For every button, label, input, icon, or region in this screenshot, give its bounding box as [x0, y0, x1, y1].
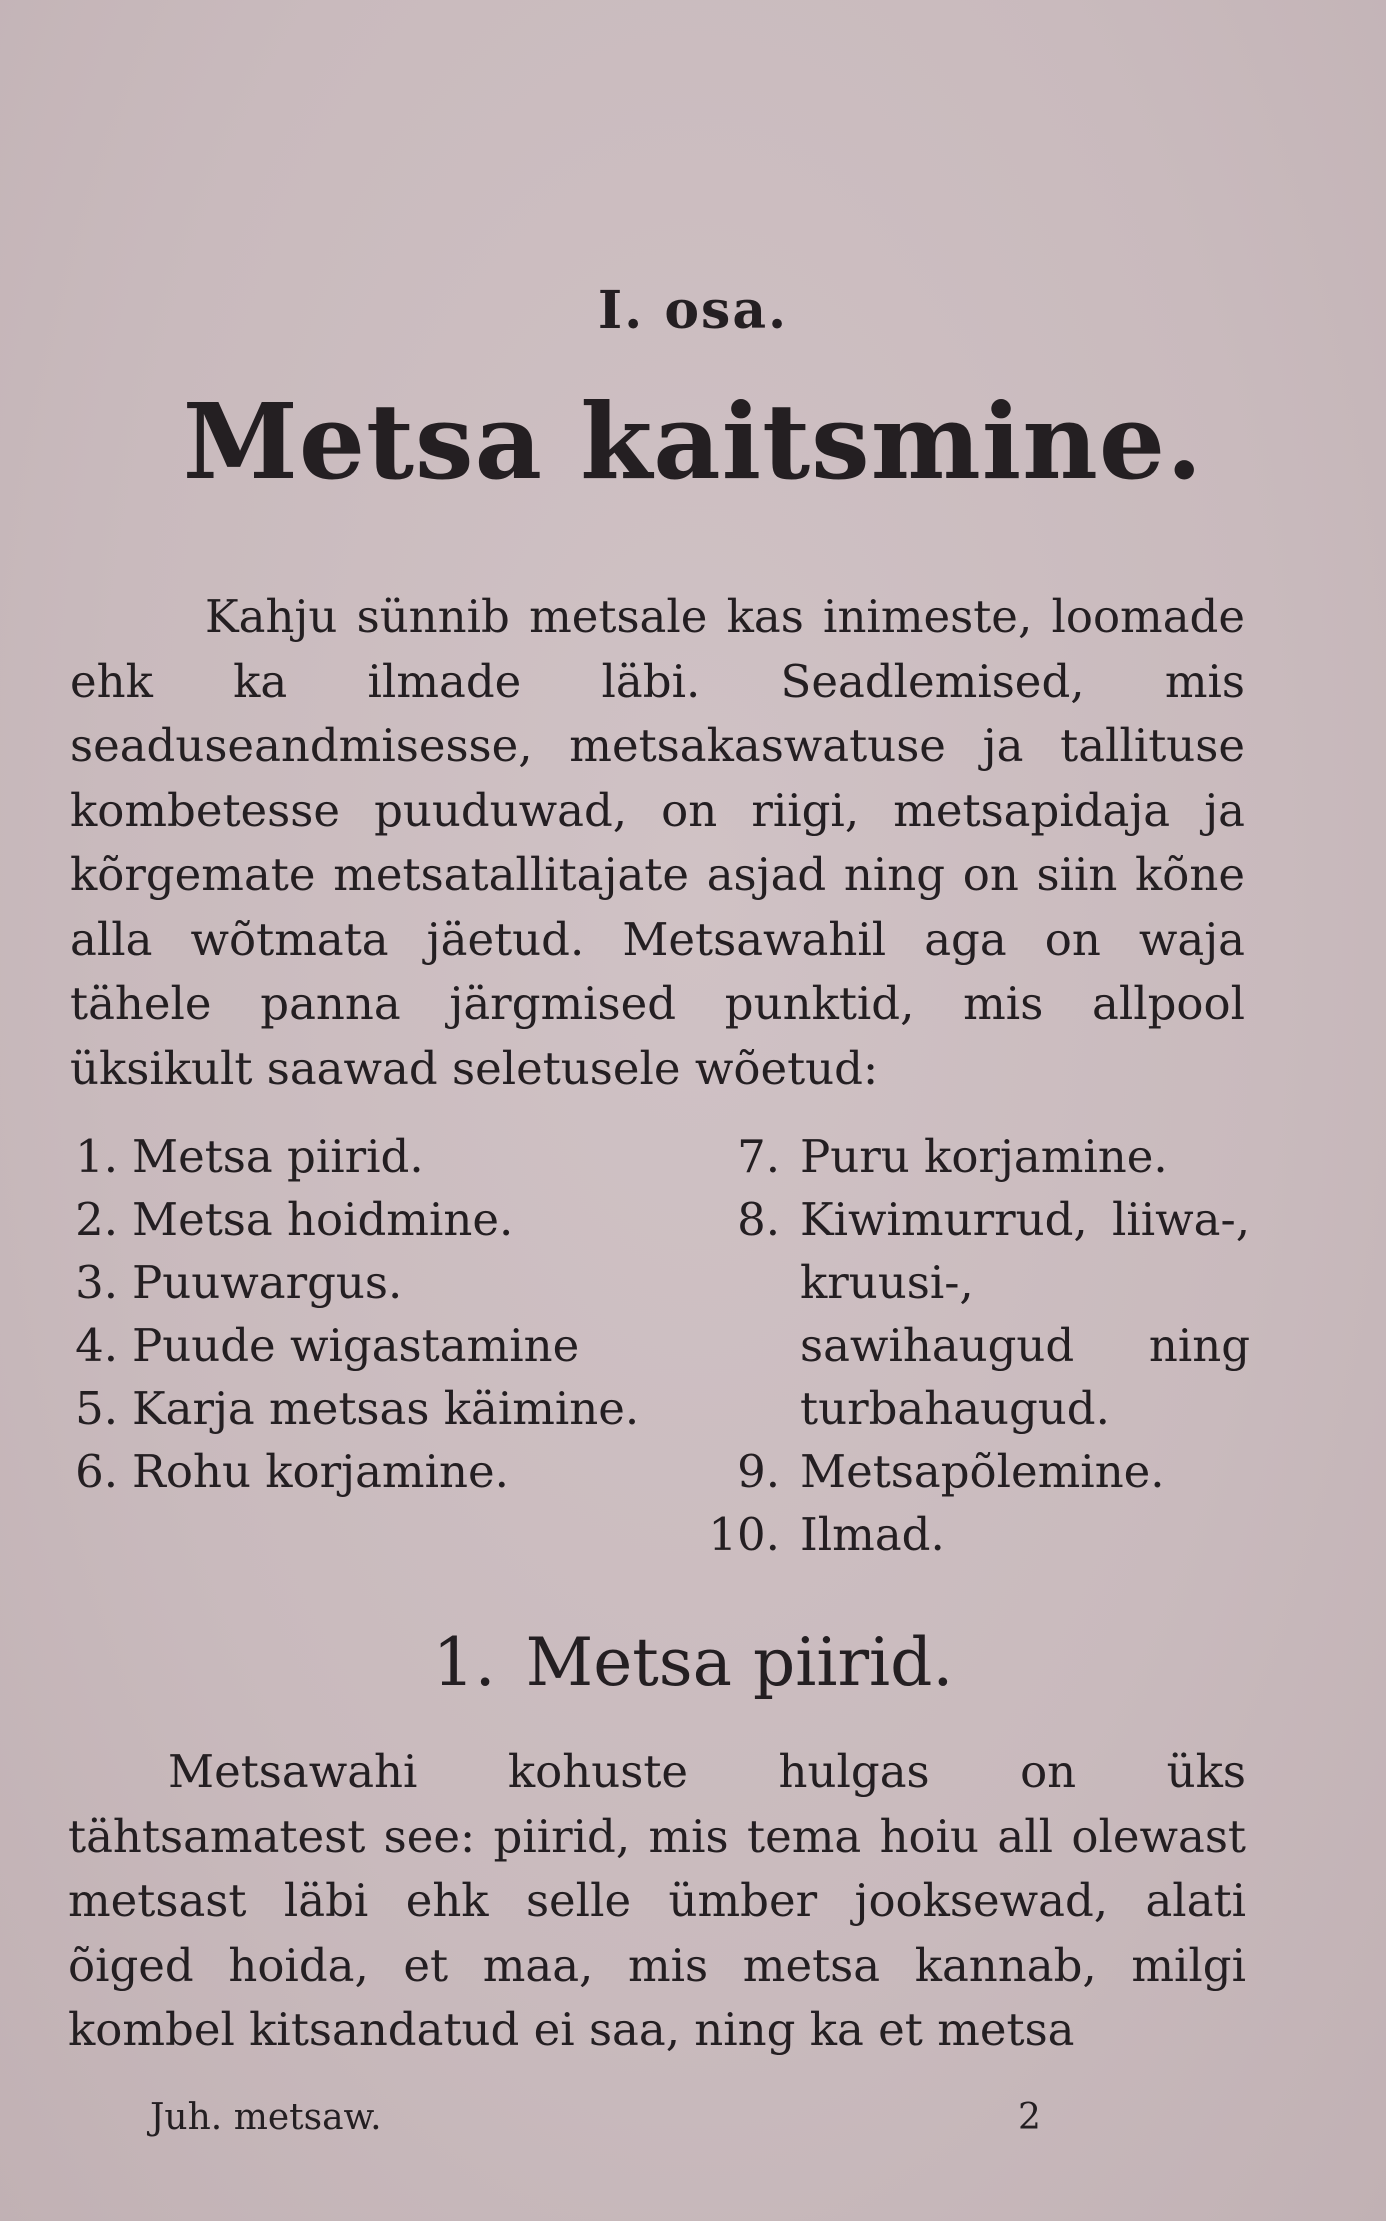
list-item-text: Metsa piirid.	[132, 1130, 424, 1183]
chapter-title: Metsa kaitsmine.	[182, 380, 1204, 503]
list-item-text: Metsapõlemine.	[800, 1445, 1165, 1498]
list-item	[70, 1377, 670, 1440]
list-item-number: 10.	[708, 1508, 780, 1561]
list-item-text: Puru korjamine.	[800, 1130, 1168, 1183]
list-item	[70, 1188, 670, 1251]
list-item	[690, 1503, 1250, 1566]
list-item-number: 9.	[737, 1445, 780, 1498]
intro-paragraph: Kahju sünnib metsale kas inimeste, loomade ehk ka ilmade läbi. Seadlemised, mis seaduseandmisesse, metsakaswatuse ja tallituse kombetesse puuduwad, on riigi, metsapidaja ja kõrgemate metsatallitajate asjad ning on siin kõne alla wõtmata jäetud. Metsawahil aga on waja tähele panna järgmised punktid, mis allpool üksikult saawad seletusele wõetud:	[70, 590, 1245, 1095]
topic-list-left-column	[70, 1125, 670, 1503]
list-item	[70, 1251, 670, 1314]
list-item	[690, 1125, 1250, 1188]
list-item-number: 5.	[75, 1382, 118, 1435]
list-item-number: 6.	[75, 1445, 118, 1498]
list-item	[690, 1188, 1250, 1440]
list-item	[70, 1125, 670, 1188]
list-item-number: 4.	[75, 1319, 118, 1372]
list-item	[690, 1440, 1250, 1503]
list-item-text: Karja metsas käimine.	[132, 1382, 640, 1435]
list-item-text: Kiwimurrud, liiwa-, kruusi-, sawihaugud ning turbahaugud.	[800, 1193, 1250, 1435]
signature-mark: Juh. metsaw.	[150, 2097, 382, 2138]
list-item-number: 2.	[75, 1193, 118, 1246]
section-paragraph: Metsawahi kohuste hulgas on üks tähtsamatest see: piirid, mis tema hoiu all olewast metsast läbi ehk selle ümber jooksewad, alati õiged hoida, et maa, mis metsa kannab, milgi kombel kitsandatud ei saa, ning ka et metsa	[68, 1745, 1246, 2056]
list-item-number: 1.	[75, 1130, 118, 1183]
page-number: 2	[1018, 2097, 1041, 2138]
list-item-number: 3.	[75, 1256, 118, 1309]
list-item-number: 7.	[737, 1130, 780, 1183]
list-item-text: Puuwargus.	[132, 1256, 403, 1309]
topic-list-right-column	[690, 1125, 1250, 1566]
section-number: 1.	[432, 1624, 496, 1701]
list-item-text: Rohu korjamine.	[132, 1445, 509, 1498]
list-item-text: Metsa hoidmine.	[132, 1193, 514, 1246]
section-title: Metsa piirid.	[525, 1624, 954, 1701]
section-heading	[0, 1624, 1386, 1701]
list-item	[70, 1440, 670, 1503]
list-item-text: Ilmad.	[800, 1508, 945, 1561]
list-item	[70, 1314, 670, 1377]
list-item-text: Puude wigastamine	[132, 1319, 580, 1372]
part-label: I. osa.	[597, 280, 789, 341]
list-item-number: 8.	[737, 1193, 780, 1246]
